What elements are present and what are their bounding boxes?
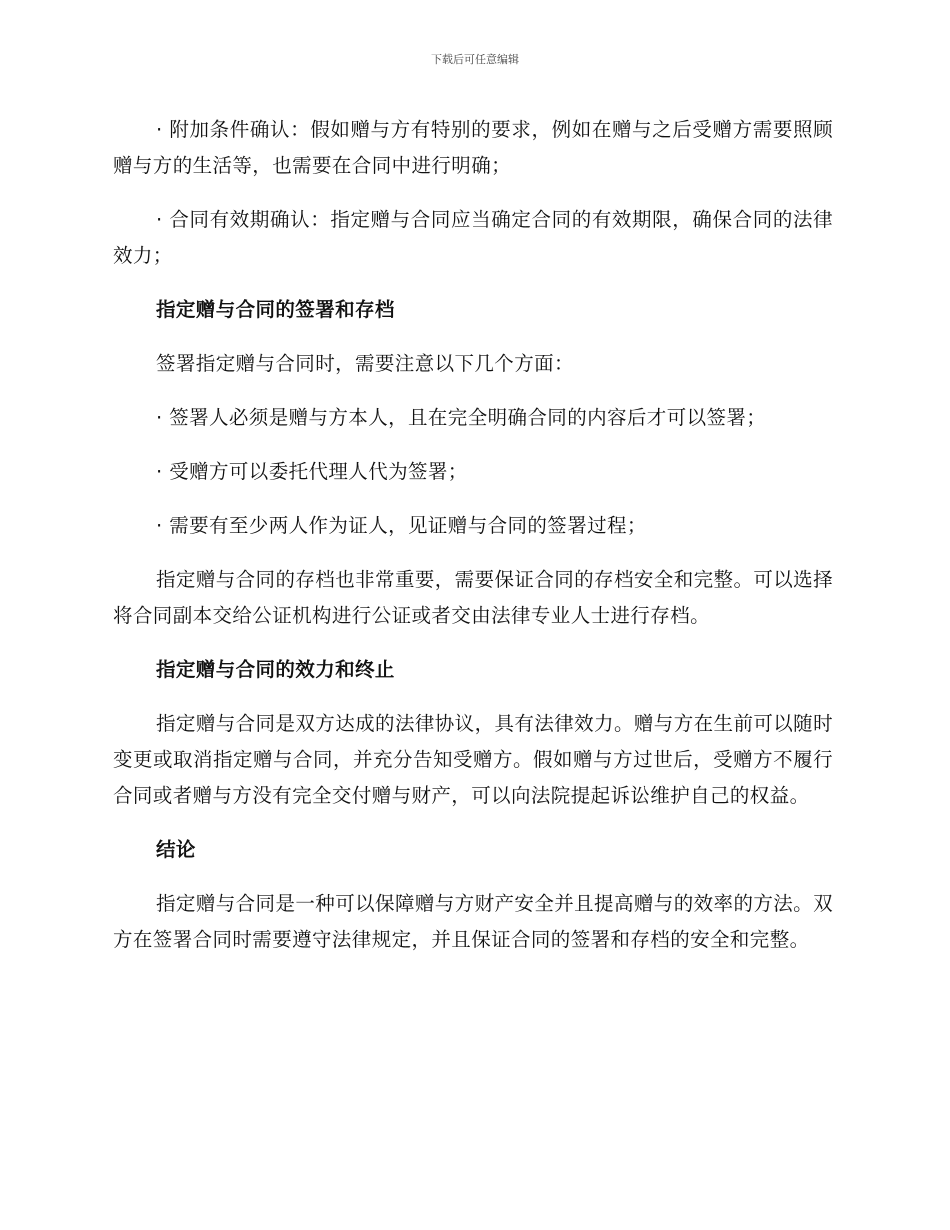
list-item-agent-signing: · 受赠方可以委托代理人代为签署； bbox=[156, 460, 468, 483]
section-heading-validity-termination: 指定赠与合同的效力和终止 bbox=[156, 658, 395, 681]
paragraph-validity-period: · 合同有效期确认：指定赠与合同应当确定合同的有效期限，确保合同的法律效力； bbox=[113, 208, 833, 267]
list-item-witnesses: · 需要有至少两人作为证人，见证赠与合同的签署过程； bbox=[156, 514, 647, 537]
page-header: 下载后可任意编辑 bbox=[431, 53, 519, 66]
paragraph-archiving: 指定赠与合同的存档也非常重要，需要保证合同的存档安全和完整。可以选择将合同副本交给公证机构进行公证或者交由法律专业人士进行存档。 bbox=[113, 568, 833, 627]
paragraph-conclusion: 指定赠与合同是一种可以保障赠与方财产安全并且提高赠与的效率的方法。双方在签署合同时需要遵守法律规定，并且保证合同的签署和存档的安全和完整。 bbox=[113, 892, 833, 951]
document-body bbox=[113, 112, 833, 976]
section-heading-signing-archiving: 指定赠与合同的签署和存档 bbox=[156, 298, 395, 321]
paragraph-validity-termination: 指定赠与合同是双方达成的法律协议，具有法律效力。赠与方在生前可以随时变更或取消指定赠与合同，并充分告知受赠方。假如赠与方过世后，受赠方不履行合同或者赠与方没有完全交付赠与财产，可以向法院提起诉讼维护自己的权益。 bbox=[113, 712, 833, 807]
section-heading-conclusion: 结论 bbox=[156, 838, 196, 861]
paragraph-additional-conditions: · 附加条件确认：假如赠与方有特别的要求，例如在赠与之后受赠方需要照顾赠与方的生活等，也需要在合同中进行明确； bbox=[113, 118, 833, 177]
list-item-signer-requirement: · 签署人必须是赠与方本人，且在完全明确合同的内容后才可以签署； bbox=[156, 406, 767, 429]
paragraph-signing-intro: 签署指定赠与合同时，需要注意以下几个方面： bbox=[156, 352, 574, 375]
